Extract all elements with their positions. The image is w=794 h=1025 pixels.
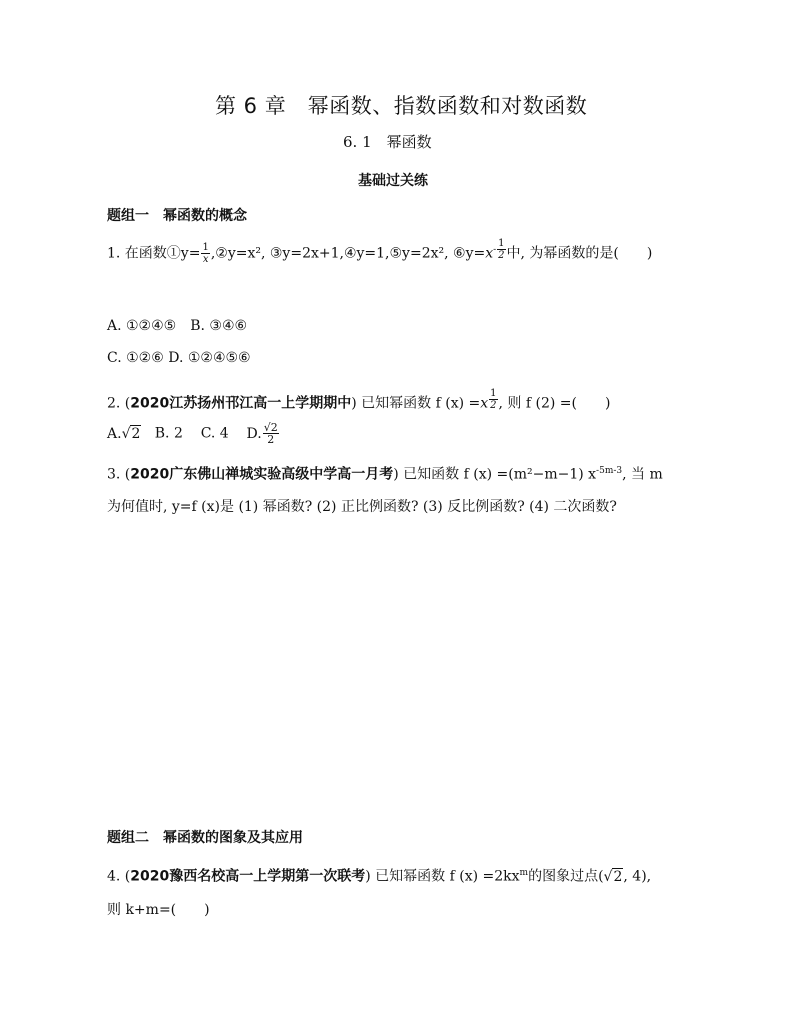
- q3-text-1: ) 已知函数 f (x) =(m²−m−1) x: [393, 466, 597, 483]
- q1-fraction-1-over-x: $\frac{1}{x}$: [202, 242, 209, 266]
- q2-option-a: A.√2: [107, 425, 141, 442]
- q2-exponent: 1 2: [490, 388, 497, 411]
- q4-line-2: 则 k+m=( ): [107, 902, 210, 918]
- q4-number: 4. (: [107, 868, 131, 885]
- group-one-title: 题组一 幂函数的概念: [107, 208, 247, 224]
- q1-suffix: 中, 为幂函数的是( ): [506, 245, 653, 262]
- q2-number: 2. (: [107, 395, 131, 412]
- question-3: [107, 461, 663, 485]
- subtitle: 基础过关练: [358, 173, 428, 189]
- question-1: [107, 238, 652, 265]
- q4-text-2: 的图象过点(: [528, 868, 604, 885]
- q2-option-c: C. 4: [200, 425, 229, 442]
- q3-source: 2020广东佛山禅城实验高级中学高一月考: [130, 466, 394, 483]
- q3-line-2: 为何值时, y=f (x)是 (1) 幂函数? (2) 正比例函数? (3) 反比例函数? (4) 二次函数?: [107, 499, 617, 515]
- q2-source: 2020江苏扬州邗江高一上学期期中: [130, 395, 352, 412]
- q2-option-b: B. 2: [154, 425, 183, 442]
- q1-prefix: 1. 在函数①y=: [107, 245, 201, 262]
- chapter-title: 第 6 章 幂函数、指数函数和对数函数: [215, 94, 588, 118]
- q1-exponent: - 1 2: [493, 238, 505, 261]
- question-4: [107, 863, 651, 887]
- q4-text-3: , 4),: [623, 868, 652, 885]
- q2-options: [107, 422, 280, 445]
- q2-text-1: ) 已知幂函数 f (x) =: [351, 395, 481, 412]
- q1-options-line-1: A. ①②④⑤ B. ③④⑥: [107, 318, 248, 334]
- q4-exponent: m: [519, 868, 529, 878]
- q2-base-x: x: [480, 395, 489, 412]
- q3-number: 3. (: [107, 466, 131, 483]
- q3-text-2: , 当 m: [622, 466, 663, 483]
- q4-source: 2020豫西名校高一上学期第一次联考: [130, 868, 366, 885]
- q4-text-1: ) 已知幂函数 f (x) =2kx: [365, 868, 520, 885]
- section-title: 6. 1 幂函数: [343, 133, 432, 151]
- q1-base-x: x: [485, 245, 494, 262]
- question-2: [107, 388, 610, 414]
- q1-options-line-2: C. ①②⑥ D. ①②④⑤⑥: [107, 350, 251, 366]
- q1-middle: ,②y=x², ③y=2x+1,④y=1,⑤y=2x², ⑥y=: [210, 245, 486, 262]
- q3-exponent: -5m-3: [596, 466, 623, 476]
- q2-text-2: , 则 f (2) =( ): [498, 395, 611, 412]
- group-two-title: 题组二 幂函数的图象及其应用: [107, 830, 303, 846]
- q2-option-d: D. $\frac{√2}{2}$: [246, 421, 278, 446]
- q4-sqrt-2: √2: [603, 868, 623, 885]
